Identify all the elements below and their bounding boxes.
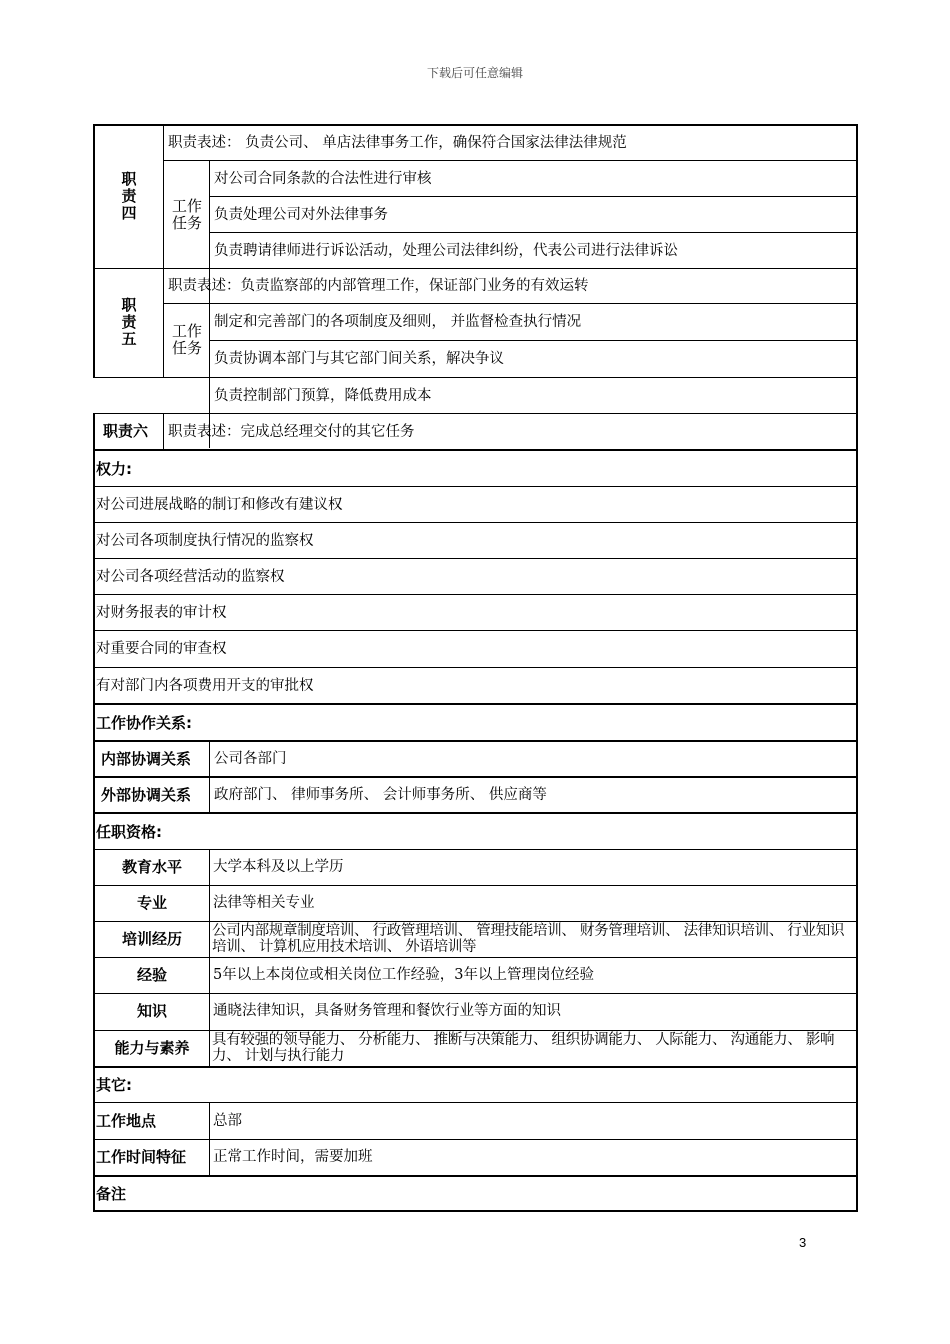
qualification-value: 具有较强的领导能力、 分析能力、 推断与决策能力、 组织协调能力、 人际能力、 沟通能力、 影响力、 计划与执行能力: [212, 1032, 835, 1064]
qualification-value: 法律等相关专业: [213, 895, 315, 911]
work-location-value: 总部: [213, 1113, 242, 1129]
power-item: 对公司各项经营活动的监察权: [96, 569, 285, 585]
table-border: [209, 232, 858, 233]
table-border: [163, 413, 164, 449]
table-border: [209, 160, 210, 448]
table-border: [93, 594, 858, 595]
work-time-value: 正常工作时间，需要加班: [213, 1149, 373, 1165]
table-border: [93, 124, 95, 378]
duty4-label: 职 责 四: [121, 170, 137, 222]
table-border: [93, 776, 858, 778]
table-border: [93, 413, 858, 414]
qualification-label: 专业: [136, 894, 167, 912]
qualification-value: 通晓法律知识，具备财务管理和餐饮行业等方面的知识: [213, 1003, 561, 1019]
power-item: 有对部门内各项费用开支的审批权: [96, 678, 314, 694]
table-border: [93, 703, 858, 705]
table-border: [93, 667, 858, 668]
page-number: 3: [799, 1235, 807, 1250]
table-border: [163, 124, 164, 378]
duty6-label: 职责六: [103, 422, 149, 440]
duty6-description: 职责表述：完成总经理交付的其它任务: [168, 424, 415, 440]
table-border: [93, 486, 858, 487]
table-border: [209, 850, 210, 1068]
table-border: [93, 630, 858, 631]
table-border: [93, 449, 858, 451]
power-item: 对重要合同的审查权: [96, 641, 227, 657]
table-border: [93, 849, 858, 850]
table-border: [93, 377, 858, 378]
duty4-task: 负责聘请律师进行诉讼活动，处理公司法律纠纷，代表公司进行法律诉讼: [214, 243, 678, 259]
table-border: [93, 124, 858, 126]
table-border: [93, 740, 858, 742]
qualification-label: 知识: [136, 1002, 167, 1020]
internal-relations-value: 公司各部门: [214, 751, 287, 767]
power-item: 对财务报表的审计权: [96, 605, 227, 621]
table-border: [93, 1175, 858, 1177]
work-location-label: 工作地点: [96, 1112, 157, 1130]
table-border: [93, 993, 858, 994]
table-border: [93, 268, 858, 269]
duty5-task: 制定和完善部门的各项制度及细则， 并监督检查执行情况: [214, 314, 582, 330]
table-border: [93, 1210, 858, 1212]
table-border: [209, 340, 858, 341]
duty4-description: 职责表述： 负责公司、 单店法律事务工作，确保符合国家法律法律规范: [168, 135, 627, 151]
qualification-value: 大学本科及以上学历: [213, 859, 344, 875]
duty4-task: 负责处理公司对外法律事务: [214, 207, 388, 223]
table-border: [163, 160, 858, 161]
qualification-value: 5年以上本岗位或相关岗位工作经验，3年以上管理岗位经验: [213, 967, 594, 983]
page-header-note: 下载后可任意编辑: [426, 66, 523, 80]
relations-title: 工作协作关系:: [96, 714, 192, 732]
table-border: [93, 1066, 858, 1068]
table-border: [209, 196, 858, 197]
duty5-description: 职责表述：负责监察部的内部管理工作，保证部门业务的有效运转: [168, 278, 589, 294]
qualification-label: 培训经历: [121, 930, 182, 948]
duty5-label: 职 责 五: [121, 296, 137, 348]
table-border: [93, 1139, 858, 1140]
internal-relations-label: 内部协调关系: [101, 750, 192, 768]
table-border: [93, 1030, 858, 1031]
duty5-task: 负责控制部门预算，降低费用成本: [214, 388, 432, 404]
duty5-task: 负责协调本部门与其它部门间关系，解决争议: [214, 351, 504, 367]
qualification-value: 公司内部规章制度培训、 行政管理培训、 管理技能培训、 财务管理培训、 法律知识培训、 行业知识培训、 计算机应用技术培训、 外语培训等: [212, 923, 845, 955]
powers-title: 权力:: [96, 460, 132, 478]
duty4-task-label: 工作 任务: [171, 197, 202, 232]
table-border: [93, 957, 858, 958]
duty5-task-label: 工作 任务: [171, 322, 202, 357]
qualification-label: 能力与素养: [114, 1039, 190, 1057]
power-item: 对公司进展战略的制订和修改有建议权: [96, 497, 343, 513]
external-relations-label: 外部协调关系: [101, 786, 192, 804]
qualification-label: 经验: [136, 966, 167, 984]
table-border: [856, 124, 858, 1212]
power-item: 对公司各项制度执行情况的监察权: [96, 533, 314, 549]
table-border: [93, 812, 858, 814]
table-border: [93, 558, 858, 559]
work-time-label: 工作时间特征: [96, 1148, 187, 1166]
table-border: [163, 303, 858, 304]
external-relations-value: 政府部门、 律师事务所、 会计师事务所、 供应商等: [214, 787, 547, 803]
table-border: [93, 1102, 858, 1103]
remarks-label: 备注: [96, 1185, 127, 1203]
table-border: [93, 522, 858, 523]
other-title: 其它:: [96, 1076, 132, 1094]
duty4-task: 对公司合同条款的合法性进行审核: [214, 171, 432, 187]
qualifications-title: 任职资格:: [96, 823, 162, 841]
qualification-label: 教育水平: [121, 858, 182, 876]
table-border: [93, 921, 858, 922]
table-border: [93, 885, 858, 886]
